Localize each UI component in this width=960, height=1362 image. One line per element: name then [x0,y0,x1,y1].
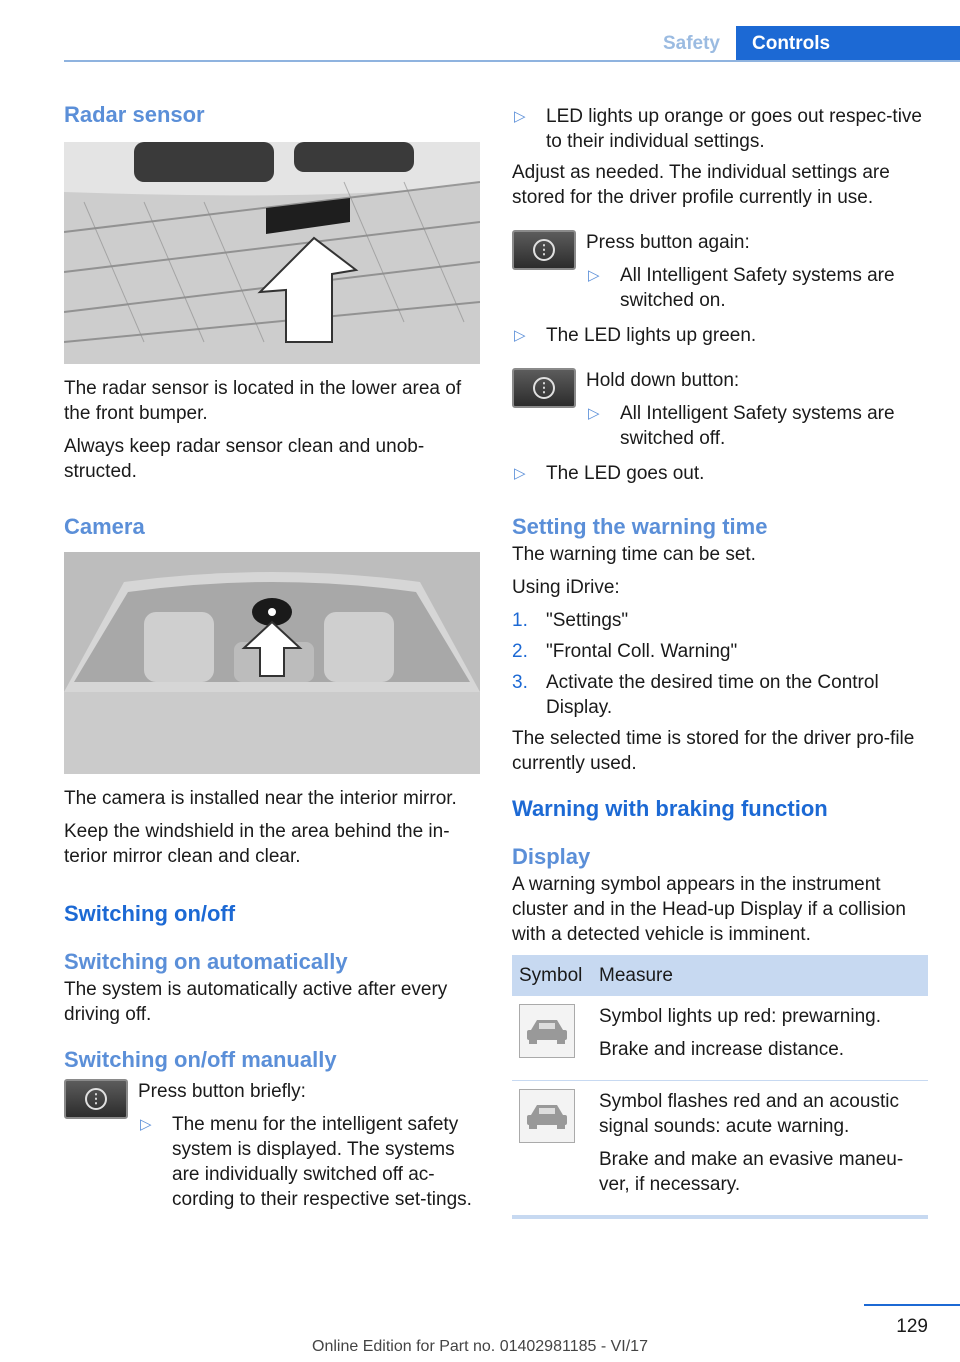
press-briefly-text: Press button briefly: [138,1081,306,1102]
press-again-row [512,230,928,319]
collision-warning-car-icon [519,1004,575,1058]
camera-heading: Camera [64,514,145,539]
hold-down-text: Hold down button: [586,370,740,391]
row2-text-b: Brake and make an evasive maneu‐ver, if necessary. [599,1149,904,1195]
row1-text-b: Brake and increase distance. [599,1039,845,1060]
bullet-triangle-icon: ▷ [588,267,600,284]
radar-sensor-photo [64,142,480,364]
press-again-text: Press button again: [586,232,750,253]
row1-text-a: Symbol lights up red: prewarning. [599,1006,881,1027]
display-heading: Display [512,844,591,869]
table-row [512,996,928,1081]
press-briefly-row [64,1079,480,1218]
radar-heading: Radar sensor [64,102,205,127]
row2-text-a: Symbol flashes red and an acoustic signal sounds: acute warning. [599,1091,899,1137]
display-text: A warning symbol appears in the instrument cluster and in the Head-up Display if a collision with a detected vehicle is imminent. [512,874,906,945]
page-number-rule [864,1304,960,1306]
bullet-triangle-icon: ▷ [514,465,526,482]
warning-time-text-1: The warning time can be set. [512,544,756,565]
switching-heading: Switching on/off [64,901,236,926]
bullet-triangle-icon: ▷ [588,405,600,422]
footer-edition: Online Edition for Part no. 01402981185 - VI/17 [312,1338,648,1355]
list-item: 1. "Settings" [512,610,629,631]
camera-photo [64,552,480,774]
adjust-text: Adjust as needed. The individual settings are stored for the driver profile currently in use. [512,162,890,208]
table-row [512,1081,928,1218]
bullet-triangle-icon: ▷ [514,108,526,125]
radar-text-2: Always keep radar sensor clean and unob‐structed. [64,436,425,482]
collision-warning-car-icon [519,1089,575,1143]
bullet-triangle-icon: ▷ [514,327,526,344]
intelligent-safety-button-image [512,230,576,270]
hold-down-row [512,368,928,457]
left-column [64,100,480,1218]
braking-heading: Warning with braking function [512,796,828,821]
switching-manual-heading: Switching on/off manually [64,1047,337,1072]
header-rule [64,60,960,62]
list-item: ▷ The menu for the intelligent safety system is displayed. The systems are individually switched off ac‐cording to their respective set‐tings. [140,1114,472,1210]
header-chapter-tab: Controls [736,26,960,62]
list-item: 2. "Frontal Coll. Warning" [512,641,738,662]
list-item: ▷ The LED goes out. [514,463,705,484]
bullet-triangle-icon: ▷ [140,1116,152,1133]
warning-time-text-2: Using iDrive: [512,577,620,598]
switching-auto-text: The system is automatically active after every driving off. [64,979,448,1025]
radar-text-1: The radar sensor is located in the lower area of the front bumper. [64,378,462,424]
list-item: ▷ LED lights up orange or goes out respec‐tive to their individual settings. [514,106,922,152]
camera-text-1: The camera is installed near the interior mirror. [64,788,457,809]
symbol-table [512,955,928,1219]
intelligent-safety-icon: ⋮ [533,239,555,261]
intelligent-safety-icon: ⋮ [85,1088,107,1110]
warning-time-text-3: The selected time is stored for the driver pro‐file currently used. [512,728,915,774]
list-item: ▷ The LED lights up green. [514,325,757,346]
list-item: ▷ All Intelligent Safety systems are switched on. [588,265,895,311]
table-header-symbol: Symbol [512,955,592,996]
header-section: Safety [662,33,720,54]
list-item: 3. Activate the desired time on the Control Display. [512,672,879,718]
page-number: 129 [896,1316,928,1337]
table-header-measure: Measure [592,955,928,996]
intelligent-safety-button-image [64,1079,128,1119]
intelligent-safety-button-image [512,368,576,408]
switching-auto-heading: Switching on automatically [64,949,348,974]
list-item: ▷ All Intelligent Safety systems are switched off. [588,403,895,449]
warning-time-heading: Setting the warning time [512,514,768,539]
camera-text-2: Keep the windshield in the area behind the in‐terior mirror clean and clear. [64,821,450,867]
right-column [512,104,928,1219]
intelligent-safety-icon: ⋮ [533,377,555,399]
